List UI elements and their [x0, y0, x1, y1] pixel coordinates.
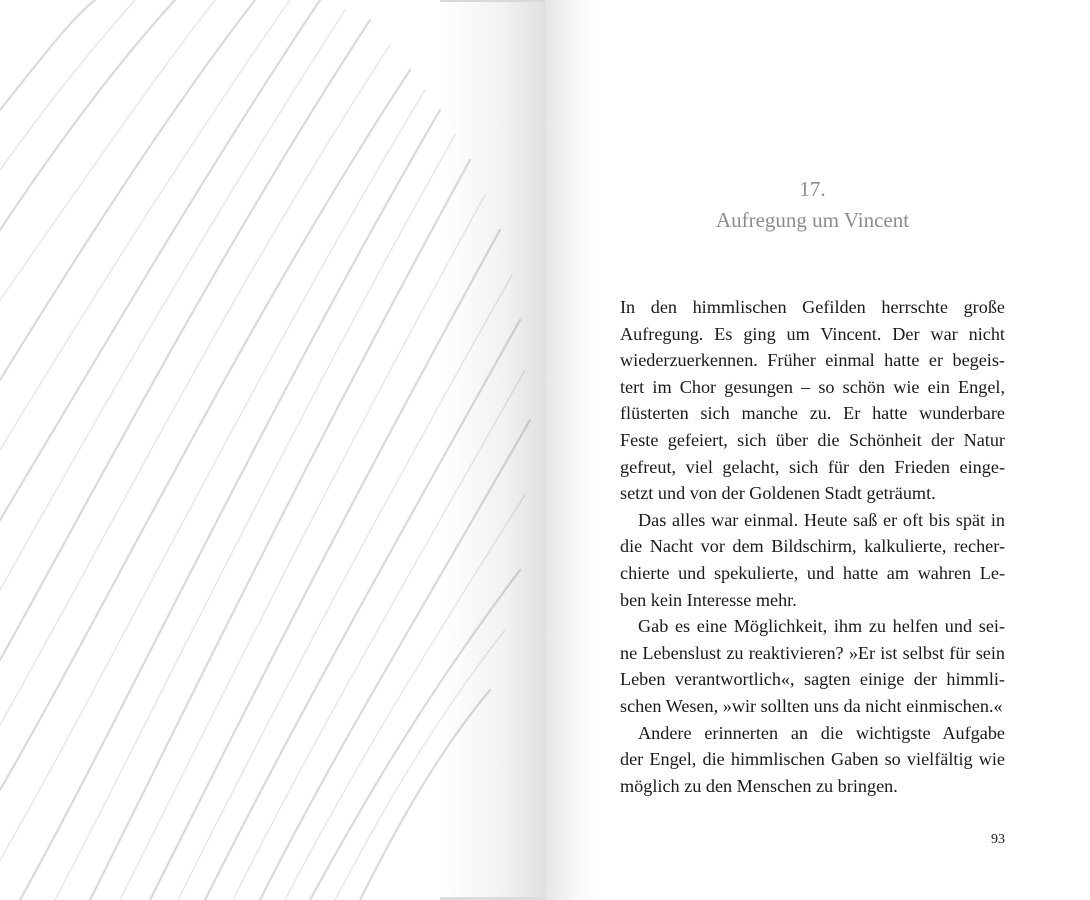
- chapter-number: 17.: [799, 177, 826, 201]
- page-number: 93: [991, 832, 1005, 847]
- text-line: In den himmlischen Gefilden herrschte große: [620, 297, 1005, 317]
- text-line: gefreut, viel gelacht, sich für den Frieden einge-: [620, 456, 1005, 477]
- paragraph-2: [620, 507, 1005, 613]
- text-line: flüsterten sich manche zu. Er hatte wunderbare: [620, 403, 1005, 424]
- text-line: ben kein Interesse mehr.: [620, 589, 797, 610]
- text-line: wiederzuerkennen. Früher einmal hatte er begeis-: [620, 350, 1005, 371]
- text-line: ne Lebenslust zu reaktivieren? »Er ist selbst für sein: [620, 642, 1005, 663]
- text-line: schen Wesen, »wir sollten uns da nicht einmischen.«: [620, 695, 1003, 716]
- text-line: die Nacht vor dem Bildschirm, kalkulierte, recher-: [620, 536, 1005, 557]
- text-line: Aufregung. Es ging um Vincent. Der war nicht: [620, 323, 1005, 344]
- paragraph-1: [620, 294, 1005, 507]
- text-line: Das alles war einmal. Heute saß er oft bis spät in: [638, 509, 1005, 530]
- text-line: Gab es eine Möglichkeit, ihm zu helfen und sei-: [638, 616, 1005, 637]
- chapter-body: [620, 294, 1005, 799]
- gutter-shadow-right: [545, 0, 595, 900]
- text-line: Leben verantwortlich«, sagten einige der himmli-: [620, 669, 1005, 690]
- gutter-shadow-left: [440, 0, 545, 900]
- text-line: setzt und von der Goldenen Stadt geträumt.: [620, 483, 936, 504]
- right-page: [545, 0, 1090, 900]
- text-line: tert im Chor gesungen – so schön wie ein Engel,: [620, 376, 1005, 397]
- paragraph-3: [620, 613, 1005, 719]
- chapter-title: Aufregung um Vincent: [715, 208, 910, 232]
- text-line: chierte und spekulierte, und hatte am wahren Le-: [620, 562, 1005, 583]
- paragraph-4: [620, 720, 1005, 800]
- text-line: Feste gefeiert, sich über die Schönheit der Natur: [620, 429, 1005, 450]
- text-line: möglich zu den Menschen zu bringen.: [620, 775, 898, 796]
- text-line: Andere erinnerten an die wichtigste Aufgabe: [638, 722, 1005, 743]
- text-line: der Engel, die himmlischen Gaben so vielfältig wie: [620, 749, 1005, 770]
